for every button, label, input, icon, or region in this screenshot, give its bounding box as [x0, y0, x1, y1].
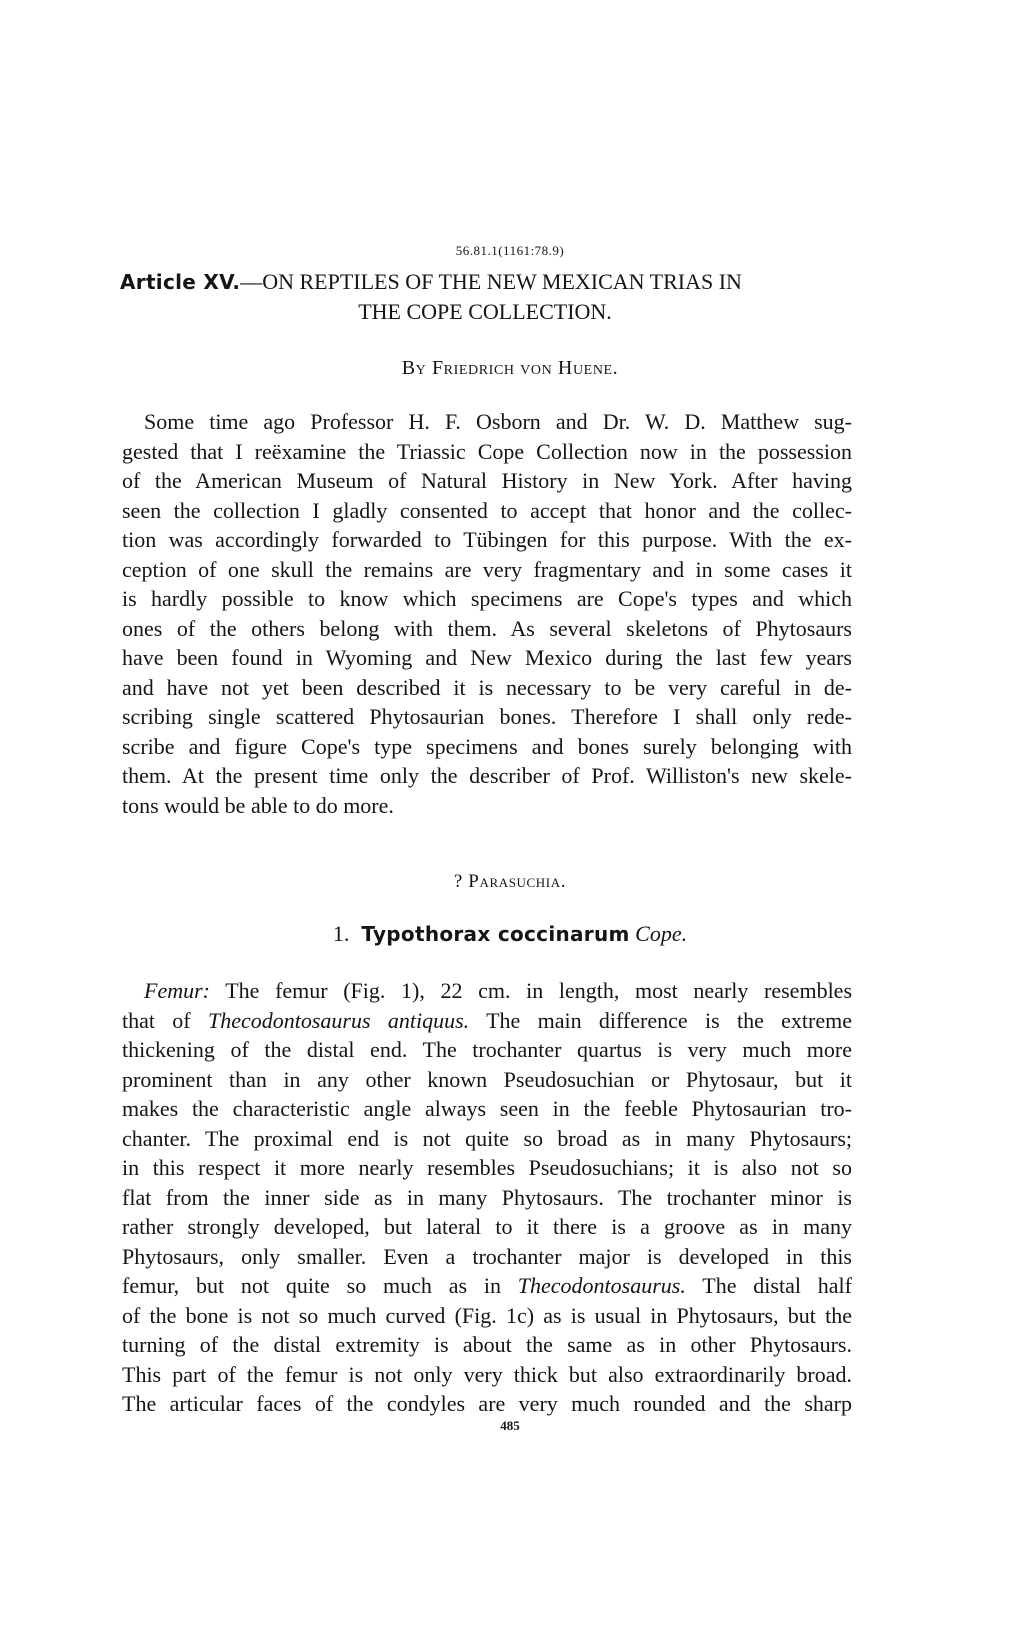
text-line: Phytosaurs, only smaller. Even a trochanter major is developed in this: [122, 1243, 852, 1269]
text-line: is hardly possible to know which specimens are Cope's types and which: [122, 586, 852, 611]
text-segment: The main difference is the extreme: [486, 1007, 852, 1033]
text-segment: that of: [122, 1007, 191, 1033]
text-line: seen the collection I gladly consented to accept that honor and the collec-: [122, 497, 852, 523]
species-number: 1.: [332, 921, 350, 946]
text-line: scribing single scattered Phytosaurian bones. Therefore I shall only rede-: [122, 704, 852, 729]
text-line: makes the characteristic angle always seen in the feeble Phytosaurian tro-: [122, 1096, 852, 1121]
text-line: The articular faces of the condyles are very much rounded and the sharp: [122, 1391, 852, 1416]
text-line: This part of the femur is not only very thick but also extraordinarily broad.: [122, 1361, 852, 1387]
text-line: scribe and figure Cope's type specimens and bones surely belonging with: [122, 733, 852, 759]
text-line: rather strongly developed, but lateral to it there is a groove as in many: [122, 1214, 852, 1239]
section-heading: ? Parasuchia.: [453, 871, 567, 892]
text-segment: The femur (Fig. 1), 22 cm. in length, most nearly resembles: [225, 978, 853, 1003]
taxon-name: Thecodontosaurus antiquus.: [207, 1007, 470, 1033]
article-label: Article XV.: [120, 270, 241, 294]
text-line: flat from the inner side as in many Phytosaurs. The trochanter minor is: [122, 1184, 852, 1210]
femur-paragraph: [122, 976, 852, 1419]
text-segment: The distal half: [702, 1273, 852, 1298]
author-byline: By Friedrich von Huene.: [401, 357, 619, 379]
classification-number: 56.81.1(1161:78.9): [455, 243, 565, 258]
text-line: tion was accordingly forwarded to Tübingen for this purpose. With the ex-: [122, 527, 852, 552]
text-line: chanter. The proximal end is not quite so broad as in many Phytosaurs;: [122, 1125, 852, 1151]
species-heading: [0, 921, 1020, 947]
text-line: turning of the distal extremity is about the same as in other Phytosaurs.: [122, 1332, 852, 1357]
taxon-name: Thecodontosaurus.: [517, 1273, 686, 1298]
text-line: them. At the present time only the describer of Prof. Williston's new skele-: [122, 763, 852, 788]
title-line-2: THE COPE COLLECTION.: [358, 299, 612, 324]
text-line: gested that I reëxamine the Triassic Cope Collection now in the possession: [122, 438, 852, 464]
page-number: 485: [500, 1418, 520, 1433]
species-name: Typothorax coccinarum: [361, 922, 630, 946]
species-author: Cope.: [635, 921, 688, 946]
text-line: [122, 976, 852, 1006]
title-line-1: [120, 267, 860, 297]
text-line: ception of one skull the remains are very fragmentary and in some cases it: [122, 556, 852, 582]
text-line: in this respect it more nearly resembles Pseudosuchians; it is also not so: [122, 1155, 852, 1180]
text-line: thickening of the distal end. The trochanter quartus is very much more: [122, 1037, 852, 1062]
title-text: —ON REPTILES OF THE NEW MEXICAN TRIAS IN: [240, 269, 742, 294]
text-line: of the American Museum of Natural History in New York. After having: [122, 468, 852, 493]
article-title: [120, 267, 860, 326]
text-line: of the bone is not so much curved (Fig. 1c) as is usual in Phytosaurs, but the: [122, 1302, 852, 1328]
text-line: have been found in Wyoming and New Mexico during the last few years: [122, 645, 852, 670]
intro-paragraph: [122, 407, 852, 820]
text-segment: femur, but not quite so much as in: [122, 1273, 501, 1298]
femur-label: Femur:: [144, 978, 210, 1003]
text-line: and have not yet been described it is necessary to be very careful in de-: [122, 674, 852, 700]
text-line: prominent than in any other known Pseudosuchian or Phytosaur, but it: [122, 1066, 852, 1092]
text-line: Some time ago Professor H. F. Osborn and Dr. W. D. Matthew sug-: [144, 409, 852, 434]
text-line: ones of the others belong with them. As several skeletons of Phytosaurs: [122, 615, 852, 641]
text-line: [122, 1006, 852, 1036]
text-line: [122, 1271, 852, 1301]
text-line: tons would be able to do more.: [122, 792, 394, 818]
